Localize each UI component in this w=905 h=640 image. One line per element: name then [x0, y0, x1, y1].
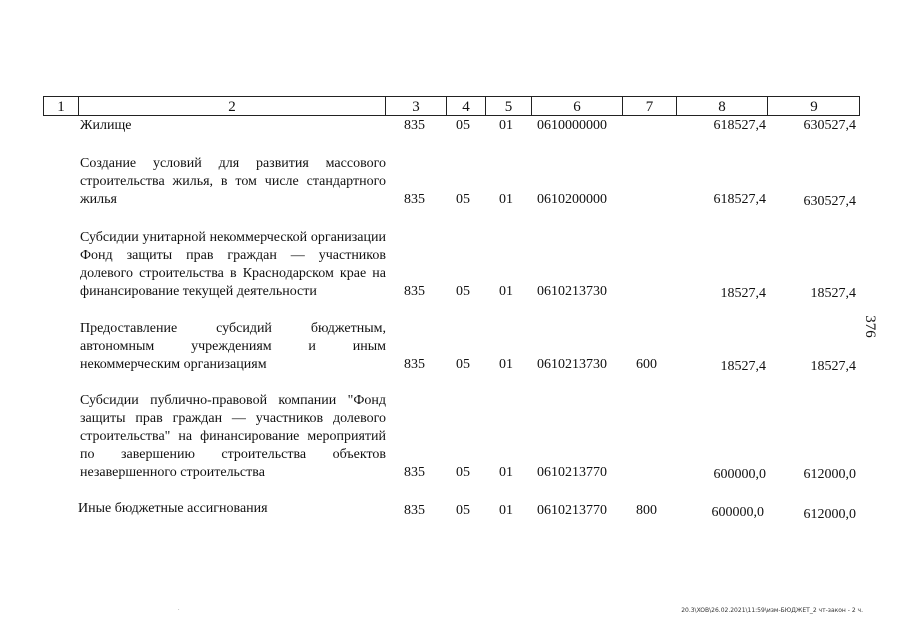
cell-col-3: 835	[404, 284, 425, 299]
row-description: Иные бюджетные ассигнования	[78, 501, 268, 516]
cell-col-7: 600	[636, 357, 657, 372]
header-col-9: 9	[810, 99, 818, 115]
cell-col-6: 0610213730	[537, 357, 607, 372]
cell-col-7: 800	[636, 503, 657, 518]
cell-col-9: 630527,4	[803, 194, 856, 209]
cell-col-3: 835	[404, 465, 425, 480]
cell-col-9: 612000,0	[803, 507, 856, 522]
cell-col-9: 18527,4	[810, 286, 856, 301]
header-col-6: 6	[532, 97, 623, 115]
cell-col-8: 18527,4	[720, 286, 766, 301]
cell-col-5: 01	[499, 284, 513, 299]
cell-col-3: 835	[404, 357, 425, 372]
cell-col-8: 18527,4	[720, 359, 766, 374]
header-col-8: 8	[677, 97, 768, 115]
cell-col-6: 0610000000	[537, 118, 607, 133]
row-description: Создание условий для развития массового строительства жилья, в том числе стандартного жилья	[80, 156, 386, 207]
header-col-5: 5	[486, 97, 532, 115]
header-col-1: 1	[44, 97, 79, 115]
cell-col-5: 01	[499, 357, 513, 372]
cell-col-6: 0610213770	[537, 503, 607, 518]
cell-col-4: 05	[456, 284, 470, 299]
cell-col-3: 835	[404, 503, 425, 518]
footer-file-path: 20.3\XOB\26.02.2021\11:59\изм-БЮДЖЕТ_2 чт-закон - 2 ч.	[681, 607, 863, 614]
cell-col-4: 05	[456, 503, 470, 518]
cell-col-6: 0610213730	[537, 284, 607, 299]
table-header	[43, 96, 860, 116]
cell-col-4: 05	[456, 465, 470, 480]
cell-col-5: 01	[499, 118, 513, 133]
cell-col-3: 835	[404, 118, 425, 133]
cell-col-5: 01	[499, 503, 513, 518]
cell-col-4: 05	[456, 192, 470, 207]
cell-col-6: 0610200000	[537, 192, 607, 207]
header-col-3: 3	[386, 97, 447, 115]
cell-col-3: 835	[404, 192, 425, 207]
row-description: Субсидии публично-правовой компании "Фонд защиты прав граждан — участников долевого строительства" на финансирование мероприятий по завершению строительства объектов незавершенного строительства	[80, 393, 386, 480]
cell-col-9: 630527,4	[803, 118, 856, 133]
cell-col-6: 0610213770	[537, 465, 607, 480]
header-col-4: 4	[447, 97, 486, 115]
cell-col-5: 01	[499, 465, 513, 480]
cell-col-9: 18527,4	[810, 359, 856, 374]
row-description: Субсидии унитарной некоммерческой организации Фонд защиты прав граждан — участников долевого строительства в Краснодарском крае на финансирование текущей деятельности	[80, 230, 386, 299]
header-col-2: 2	[79, 97, 386, 115]
scan-mark: .	[178, 606, 180, 612]
cell-col-8: 600000,0	[713, 467, 766, 482]
cell-col-8: 618527,4	[713, 118, 766, 133]
page-number: 376	[861, 315, 878, 338]
cell-col-8: 600000,0	[711, 505, 764, 520]
row-description: Предоставление субсидий бюджетным, автономным учреждениям и иным некоммерческим организациям	[80, 321, 386, 372]
cell-col-5: 01	[499, 192, 513, 207]
cell-col-9: 612000,0	[803, 467, 856, 482]
cell-col-8: 618527,4	[713, 192, 766, 207]
header-col-7: 7	[623, 97, 677, 115]
cell-col-4: 05	[456, 118, 470, 133]
row-description: Жилище	[80, 118, 132, 133]
cell-col-4: 05	[456, 357, 470, 372]
